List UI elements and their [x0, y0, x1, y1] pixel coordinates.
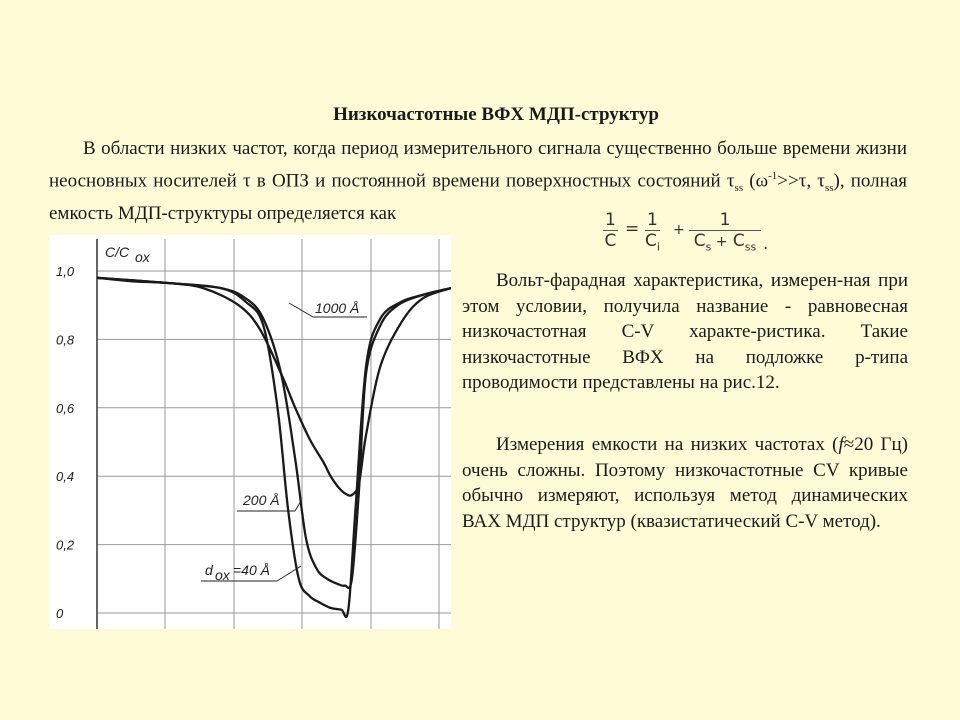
page-title: Низкочастотные ВФХ МДП-структур — [333, 104, 659, 125]
intro-text-a: В области низких частот, когда период измерительного сигнала существенно больше времени жизни неосновных носителей τ в ОПЗ и постоянной времени поверхностных состояний τ — [49, 138, 907, 191]
denominator-c: C — [604, 231, 617, 251]
cv-chart — [49, 235, 451, 629]
label-200a: 200 Å — [243, 492, 280, 508]
y-tick-label: 0,6 — [56, 400, 75, 416]
frequency-symbol: f — [838, 434, 844, 455]
cv-curves-figure — [49, 235, 451, 629]
label-dox-value: =40 Å — [233, 562, 270, 578]
y-tick-label: 0 — [56, 606, 64, 621]
denominator-ci: $C_i$ — [645, 231, 660, 254]
measurement-text-b: ≈20 Гц) очень сложны. Поэтому низкочастотные CV кривые обычно измеряют, используя метод динамических ВАХ МДП структур (квазистатический C-V метод). — [462, 434, 908, 532]
label-dox: d — [205, 562, 213, 578]
y-tick-label: 0,8 — [56, 332, 75, 348]
fraction-1-over-ci — [645, 210, 660, 257]
intro-text-c: >>τ, τ — [777, 169, 825, 191]
intro-text-b: (ω — [743, 169, 769, 191]
measurement-text-a: Измерения емкости на низких частотах ( — [496, 434, 839, 455]
y-tick-label: 1,0 — [56, 264, 75, 279]
numerator-1b: 1 — [645, 210, 660, 231]
fraction-1-over-cs-css — [689, 210, 761, 257]
intro-paragraph — [49, 136, 907, 228]
numerator-1: 1 — [605, 210, 616, 230]
intro-text-d: ), полная емкость МДП-структуры определяется как — [49, 169, 907, 225]
numerator-1c: 1 — [689, 210, 761, 231]
label-dox-subscript: ox — [215, 567, 230, 583]
denominator-cs-css: $C_s + C_{ss}$ — [693, 231, 757, 254]
tau-ss-subscript: ss — [734, 181, 744, 194]
tau-ss-subscript-2: ss — [824, 181, 834, 194]
label-1000a: 1000 Å — [315, 300, 360, 316]
equals-sign: = — [625, 219, 640, 239]
y-axis-label-subscript: ox — [135, 249, 150, 265]
cv-curve-1 — [97, 278, 451, 588]
equilibrium-cv-paragraph: Вольт-фарадная характеристика, измерен-ная при этом условии, получила название - равновесная низкочастотная C-V характе-ристика. Такие низкочастотные ВФХ на подложке p-типа проводимости представлены на рис.12. — [462, 270, 908, 393]
formula-period: . — [763, 234, 769, 254]
leader-200a — [295, 501, 301, 511]
measurement-paragraph — [462, 432, 908, 534]
fraction-1-over-c — [603, 210, 618, 251]
leader-1000a — [289, 303, 313, 317]
y-tick-label: 0,2 — [56, 537, 75, 553]
omega-superscript: -1 — [768, 169, 778, 182]
plus-sign: + — [673, 222, 685, 238]
y-tick-label: 0,4 — [56, 469, 75, 485]
y-axis-label: C/C — [105, 244, 130, 260]
